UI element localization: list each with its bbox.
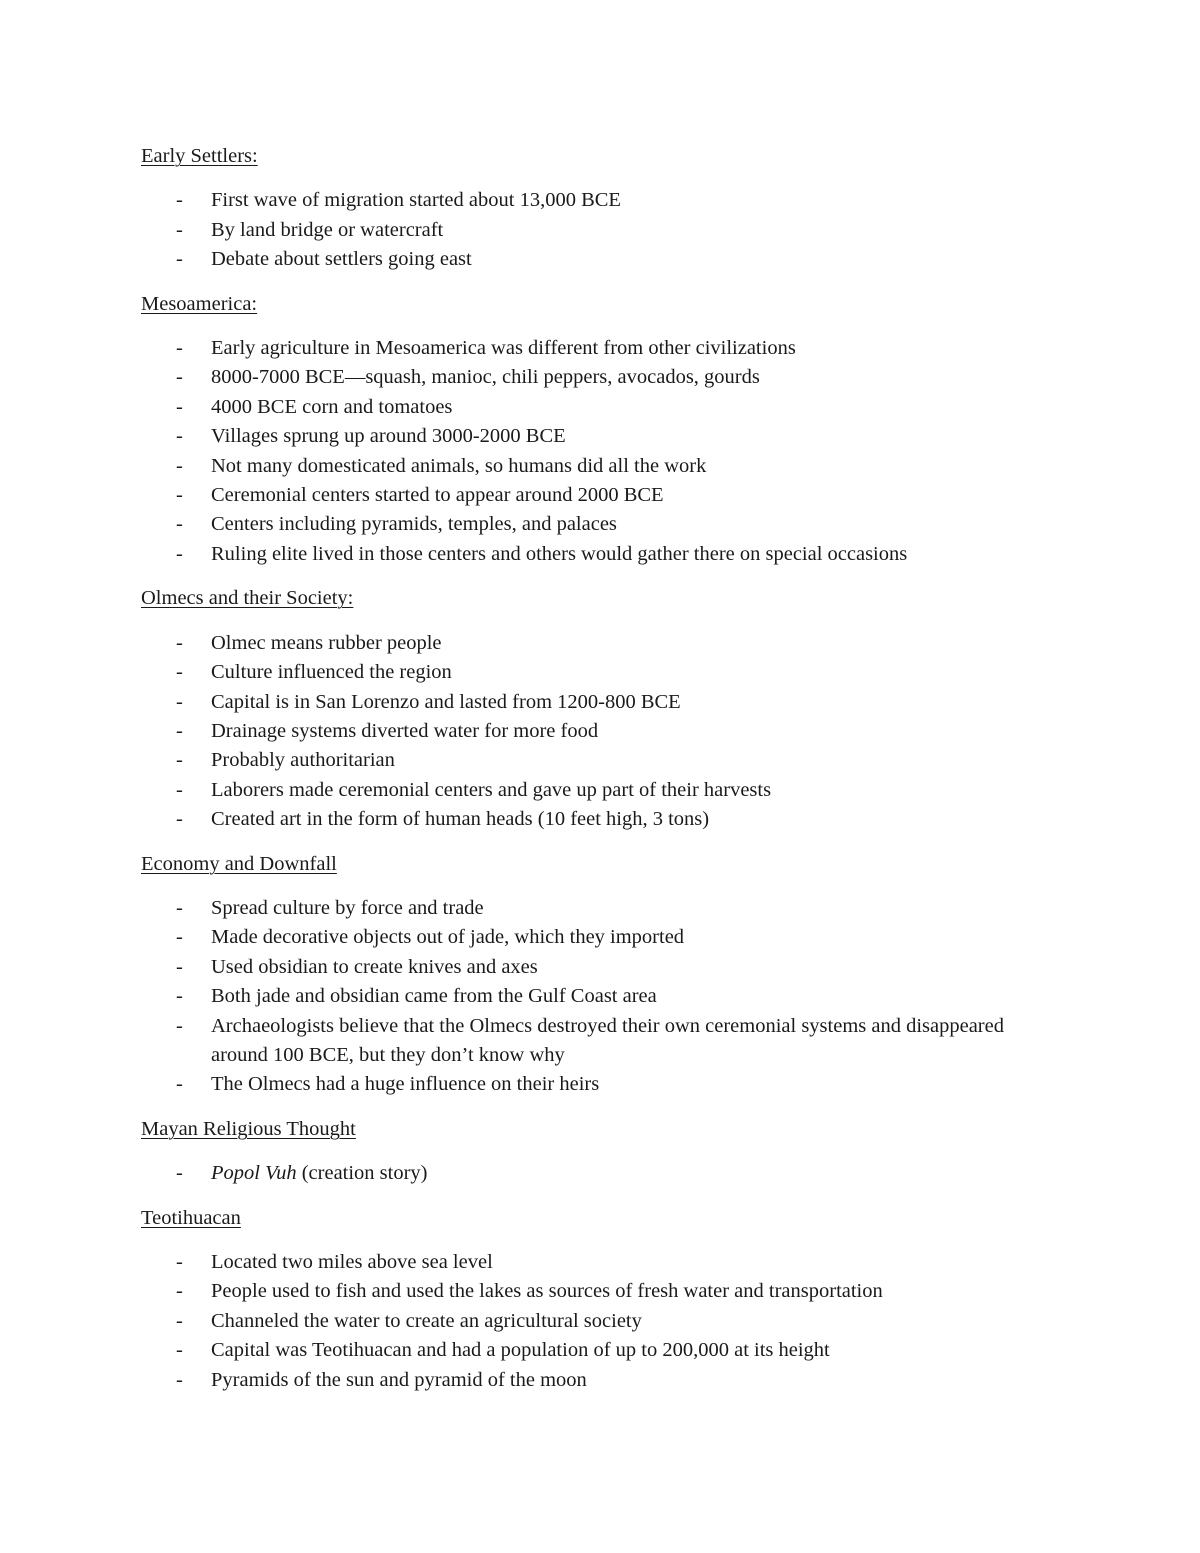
list-item-text: Capital is in San Lorenzo and lasted from 1200-800 BCE: [211, 690, 681, 713]
bullet-dash: -: [176, 896, 183, 919]
bullet-dash: -: [176, 661, 183, 684]
list-item-text: Located two miles above sea level: [211, 1251, 493, 1273]
list-item-text: Probably authoritarian: [211, 749, 395, 772]
section-olmecs-society: [141, 584, 1041, 834]
bullet-dash: -: [176, 808, 183, 831]
list-item-text: Drainage systems diverted water for more food: [211, 719, 599, 742]
list-item-text: Laborers made ceremonial centers and gave up part of their harvests: [211, 778, 772, 801]
list-item-text: Spread culture by force and trade: [211, 896, 484, 919]
bullet-list: [141, 334, 1041, 569]
list-item: [141, 717, 1041, 746]
list-item: [141, 1277, 1041, 1306]
list-item: [141, 923, 1041, 952]
list-item-text: Culture influenced the region: [211, 661, 452, 684]
list-item-text: Ruling elite lived in those centers and others would gather there on special occasions: [211, 542, 908, 565]
bullet-dash: -: [176, 395, 183, 418]
bullet-dash: -: [176, 719, 183, 742]
list-item: [141, 334, 1041, 363]
section-heading: Mesoamerica:: [141, 292, 258, 315]
bullet-dash: -: [176, 454, 183, 477]
list-item-text: Made decorative objects out of jade, which they imported: [211, 926, 685, 949]
bullet-dash: -: [176, 985, 183, 1008]
list-item: [141, 1366, 1041, 1395]
bullet-dash: -: [176, 189, 183, 212]
bullet-dash: -: [176, 1280, 183, 1303]
bullet-list: [141, 894, 1041, 1100]
list-item-text: Not many domesticated animals, so humans did all the work: [211, 454, 707, 477]
section-heading: Mayan Religious Thought: [141, 1117, 356, 1140]
list-item-text: Archaeologists believe that the Olmecs destroyed their own ceremonial systems and disappeared around 100 BCE, but they don’t know why: [211, 1014, 1004, 1066]
bullet-dash: -: [176, 631, 183, 654]
list-item-text: People used to fish and used the lakes as sources of fresh water and transportation: [211, 1280, 883, 1303]
bullet-dash: -: [176, 1339, 183, 1362]
list-item: [141, 746, 1041, 775]
list-item-text: Villages sprung up around 3000-2000 BCE: [211, 425, 566, 448]
list-item: [141, 953, 1041, 982]
list-item-text: By land bridge or watercraft: [211, 218, 444, 241]
bullet-dash: -: [176, 425, 183, 448]
bullet-dash: -: [176, 337, 183, 360]
list-item: [141, 363, 1041, 392]
document-page: [141, 140, 1041, 1410]
bullet-dash: -: [176, 513, 183, 536]
list-item-text: Used obsidian to create knives and axes: [211, 955, 538, 978]
list-item: [141, 481, 1041, 510]
bullet-dash: -: [176, 218, 183, 241]
list-item-text: Olmec means rubber people: [211, 631, 442, 654]
bullet-dash: -: [176, 366, 183, 389]
list-item-text: Created art in the form of human heads (10 feet high, 3 tons): [211, 808, 710, 831]
bullet-dash: -: [176, 248, 183, 271]
book-title: Popol Vuh: [211, 1162, 297, 1185]
list-item: [141, 894, 1041, 923]
section-mesoamerica: [141, 290, 1041, 570]
section-economy-downfall: [141, 850, 1041, 1100]
list-item: [141, 393, 1041, 422]
bullet-dash: -: [176, 749, 183, 772]
bullet-list: [141, 186, 1041, 274]
list-item: [141, 1070, 1041, 1099]
list-item: [141, 1159, 1041, 1188]
list-item-text: 8000-7000 BCE—squash, manioc, chili peppers, avocados, gourds: [211, 366, 760, 389]
bullet-dash: -: [176, 1368, 183, 1391]
list-item-text: Capital was Teotihuacan and had a population of up to 200,000 at its height: [211, 1339, 830, 1362]
list-item: [141, 510, 1041, 539]
bullet-list: [141, 1159, 1041, 1188]
list-item-text: First wave of migration started about 13,000 BCE: [211, 189, 621, 212]
list-item: [141, 1012, 1041, 1071]
list-item-text: Ceremonial centers started to appear around 2000 BCE: [211, 484, 664, 507]
list-item: [141, 688, 1041, 717]
section-heading: Early Settlers:: [141, 145, 258, 167]
bullet-list: [141, 629, 1041, 835]
bullet-dash: -: [176, 1162, 183, 1185]
bullet-list: [141, 1248, 1041, 1395]
section-teotihuacan: [141, 1204, 1041, 1395]
list-item: [141, 658, 1041, 687]
bullet-dash: -: [176, 955, 183, 978]
list-item: [141, 1307, 1041, 1336]
bullet-dash: -: [176, 1251, 183, 1273]
list-item: [141, 629, 1041, 658]
bullet-dash: -: [176, 542, 183, 565]
bullet-dash: -: [176, 1073, 183, 1096]
list-item: [141, 216, 1041, 245]
bullet-dash: -: [176, 1014, 183, 1037]
list-item-text: Both jade and obsidian came from the Gulf Coast area: [211, 985, 657, 1008]
list-item-text: Pyramids of the sun and pyramid of the moon: [211, 1368, 587, 1391]
list-item: [141, 1248, 1041, 1277]
list-item: [141, 422, 1041, 451]
list-item: [141, 245, 1041, 274]
list-item-text: The Olmecs had a huge influence on their heirs: [211, 1073, 600, 1096]
list-item: [141, 805, 1041, 834]
list-item: [141, 452, 1041, 481]
list-item: [141, 776, 1041, 805]
list-item-text: Channeled the water to create an agricultural society: [211, 1309, 642, 1332]
bullet-dash: -: [176, 778, 183, 801]
list-item: [141, 540, 1041, 569]
list-item-text: Early agriculture in Mesoamerica was different from other civilizations: [211, 337, 796, 360]
list-item-text: (creation story): [296, 1162, 428, 1185]
list-item-text: 4000 BCE corn and tomatoes: [211, 395, 453, 418]
bullet-dash: -: [176, 690, 183, 713]
section-heading: Teotihuacan: [141, 1206, 241, 1229]
section-heading: Olmecs and their Society:: [141, 587, 354, 610]
section-early-settlers: [141, 142, 1041, 275]
bullet-dash: -: [176, 1309, 183, 1332]
list-item-text: Centers including pyramids, temples, and palaces: [211, 513, 617, 536]
bullet-dash: -: [176, 926, 183, 949]
section-heading: Economy and Downfall: [141, 852, 337, 875]
section-mayan-religious-thought: [141, 1115, 1041, 1189]
list-item: [141, 186, 1041, 215]
list-item-text: Debate about settlers going east: [211, 248, 472, 271]
list-item: [141, 982, 1041, 1011]
list-item: [141, 1336, 1041, 1365]
bullet-dash: -: [176, 484, 183, 507]
